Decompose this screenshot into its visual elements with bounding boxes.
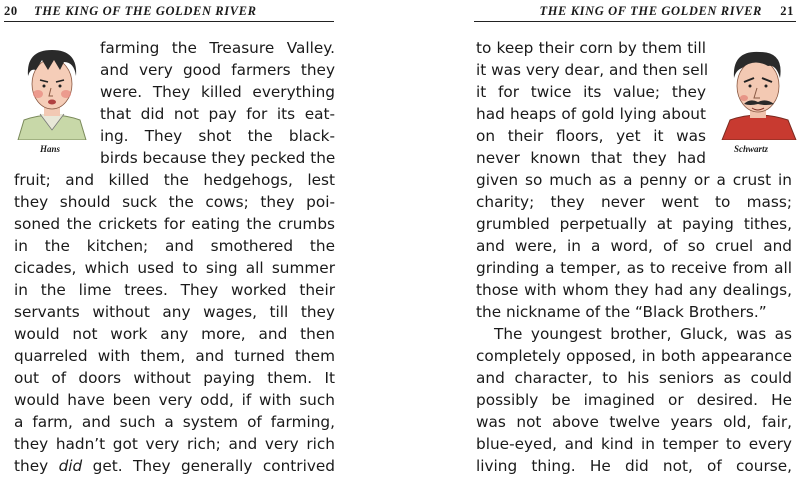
text-line: farming the Treasure Valley. — [100, 39, 335, 57]
left-page-number: 20 — [4, 4, 18, 18]
hans-portrait-illustration — [14, 40, 90, 140]
emphasized-word: did — [58, 457, 83, 475]
text-line: servants without any wages, till they — [14, 303, 335, 321]
text-line: in the lime trees. They worked their — [14, 281, 335, 299]
text-fragment: get. They generally contrived — [82, 457, 335, 475]
text-line: would not work any more, and then — [14, 325, 335, 343]
text-line: and very good farmers they — [100, 61, 335, 79]
text-line: out of doors without paying them. It — [14, 369, 335, 387]
text-line: and character, to his seniors as could — [476, 369, 792, 387]
text-line: The youngest brother, Gluck, was as — [494, 325, 792, 343]
text-line: a farm, and such a system of farming, — [14, 413, 335, 431]
text-line: was not above twelve years old, fair, — [476, 413, 792, 431]
text-line: grumbled perpetually at paying tithes, — [476, 215, 792, 233]
text-line: that did not pay for its eat- — [100, 105, 335, 123]
text-line: the nickname of the “Black Brothers.” — [476, 303, 767, 321]
left-header-rule — [4, 21, 334, 22]
left-running-head: THE KING OF THE GOLDEN RIVER — [34, 4, 257, 18]
text-line: birds because they pecked the — [100, 149, 336, 167]
text-line: it for twice its value; they — [476, 83, 706, 101]
text-line-emphasis — [14, 455, 335, 477]
text-line: fruit; and killed the hedgehogs, lest — [14, 171, 335, 189]
text-line: blue-eyed, and kind in temper to every — [476, 435, 792, 453]
right-header-rule — [474, 21, 796, 22]
text-line: given so much as a penny or a crust in — [476, 171, 792, 189]
text-line: soned the crickets for eating the crumbs — [14, 215, 335, 233]
left-page-header — [0, 4, 340, 20]
text-line: never known that they had — [476, 149, 706, 167]
text-line: completely opposed, in both appearance — [476, 347, 792, 365]
text-line: grinding a temper, as to receive from all — [476, 259, 792, 277]
text-line: quarreled with them, and turned them — [14, 347, 335, 365]
text-line: would have been very odd, if with such — [14, 391, 335, 409]
text-line: they should suck the cows; they poi- — [14, 193, 335, 211]
schwartz-portrait-illustration — [714, 40, 800, 140]
text-line: were. They killed everything — [100, 83, 335, 101]
text-line: had heaps of gold lying about — [476, 105, 706, 123]
text-line: charity; they never went to mass; — [476, 193, 792, 211]
right-page — [464, 0, 802, 498]
text-line: ing. They shot the black- — [100, 127, 335, 145]
text-line: on their floors, yet it was — [476, 127, 706, 145]
text-line: possibly be imagined or desired. He — [476, 391, 792, 409]
text-line: to keep their corn by them till — [476, 39, 706, 57]
text-line: living thing. He did not, of course, — [476, 457, 792, 475]
text-line: cicades, which used to sing all summer — [14, 259, 335, 277]
right-page-number: 21 — [780, 4, 794, 18]
text-line: they hadn’t got very rich; and very rich — [14, 435, 335, 453]
hans-caption: Hans — [40, 144, 61, 154]
text-line: and were, in a word, of so cruel and — [476, 237, 792, 255]
schwartz-caption: Schwartz — [734, 144, 769, 154]
right-running-head: THE KING OF THE GOLDEN RIVER — [539, 4, 762, 18]
right-page-header — [464, 4, 802, 20]
text-line: it was very dear, and then sell — [476, 61, 709, 79]
text-fragment: they — [14, 457, 59, 475]
text-line: in the kitchen; and smothered the — [14, 237, 335, 255]
text-line: those with whom they had any dealings, — [476, 281, 792, 299]
left-page — [0, 0, 340, 498]
